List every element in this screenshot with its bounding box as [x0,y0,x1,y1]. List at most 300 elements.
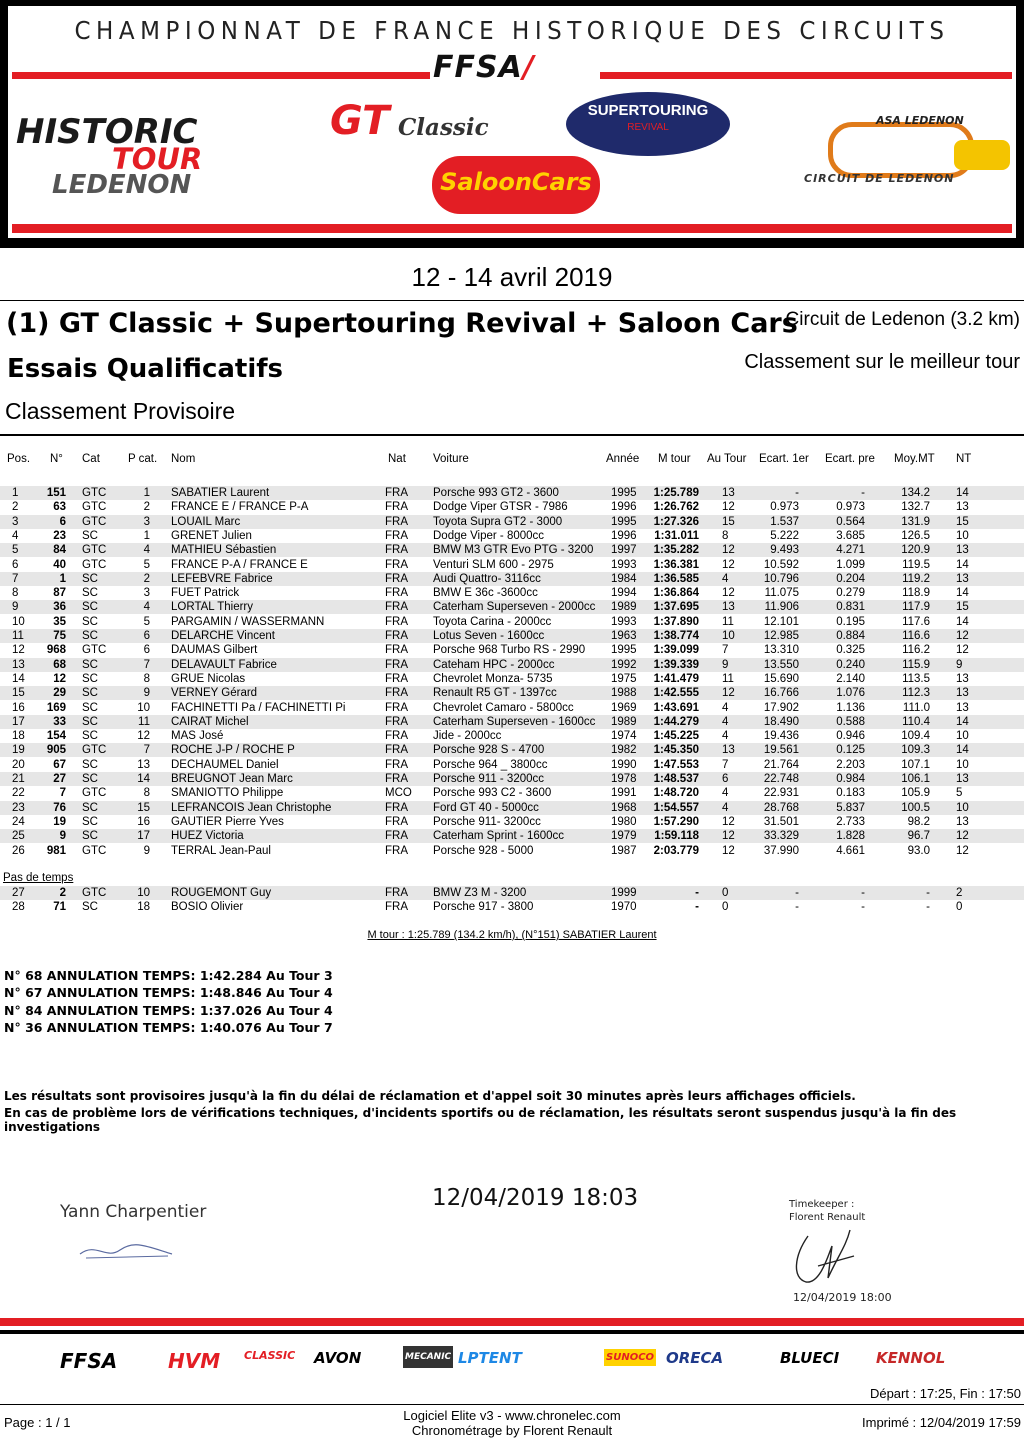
saloon-cars-logo: SaloonCars [432,156,600,214]
cell-car: Chevrolet Camaro - 5800cc [433,701,574,714]
table-row [0,543,1024,557]
red-stripe-right [600,72,1012,79]
cell-car: Cateham HPC - 2000cc [433,658,555,671]
championship-title: CHAMPIONNAT DE FRANCE HISTORIQUE DES CIRCUITS [74,16,950,45]
cell-year: 1982 [611,744,637,757]
cell-lap-number: 13 [722,487,735,499]
table-row [0,572,1024,586]
printed-timestamp: Imprimé : 12/04/2019 17:59 [862,1415,1021,1430]
cell-driver-name: FUET Patrick [171,587,240,600]
cell-pos: 27 [12,887,25,899]
cell-best-lap: 1:42.555 [653,687,699,700]
cell-number: 33 [53,715,66,728]
cell-number: 75 [53,630,66,642]
table-row [0,743,1024,757]
cell-nationality: FRA [385,615,408,628]
publication-timestamp: 12/04/2019 18:03 [432,1185,639,1211]
cell-nationality: FRA [385,630,408,642]
cell-driver-name: LEFRANCOIS Jean Christophe [171,801,332,814]
cell-category-pos: 6 [143,630,150,642]
cell-lap-count: 5 [956,787,963,800]
cell-number: 9 [59,830,66,843]
cell-lap-count: 13 [956,773,969,785]
cell-category: SC [82,730,98,743]
cell-car: Caterham Superseven - 1600cc [433,715,596,728]
sponsor-logo: MECANIC [403,1346,453,1368]
table-row [0,729,1024,743]
cell-gap-previous: 1.828 [836,830,865,843]
cell-pos: 17 [12,715,25,728]
cell-pos: 21 [12,773,25,785]
cell-number: 27 [53,773,66,785]
cell-best-lap: 1:48.537 [653,773,699,785]
cell-driver-name: VERNEY Gérard [171,687,258,700]
cell-car: Toyota Carina - 2000cc [433,615,552,628]
cell-driver-name: MAS José [171,730,224,743]
race-title: (1) GT Classic + Supertouring Revival + Saloon Cars [6,308,798,339]
cell-avg-speed: 98.2 [907,815,930,828]
cell-category-pos: 9 [143,687,150,700]
table-row [0,900,1024,914]
cell-lap-number: 12 [722,501,735,514]
cell-gap-previous: 2.733 [836,815,865,828]
table-row [0,658,1024,672]
cell-category: GTC [82,487,107,499]
cell-lap-count: 13 [956,572,969,585]
cell-best-lap: 1:47.553 [653,758,699,771]
cell-category: GTC [82,515,107,528]
cell-gap-first: 1.537 [770,515,799,528]
cell-gap-first: - [795,487,799,499]
cell-gap-previous: 0.240 [836,658,865,671]
cell-category: GTC [82,844,107,857]
cell-gap-previous: 2.203 [836,758,865,771]
cell-number: 35 [53,615,66,628]
cell-nationality: FRA [385,544,408,557]
cell-avg-speed: 107.1 [901,758,930,771]
cell-number: 40 [53,558,66,571]
cell-pos: 15 [12,687,25,700]
cell-lap-count: 13 [956,815,969,828]
cell-avg-speed: 115.9 [902,658,930,671]
cell-gap-previous: 0.325 [836,644,865,657]
cell-lap-count: 13 [956,544,969,557]
cell-category: SC [82,601,98,614]
cell-gap-first: 22.931 [763,787,799,800]
cell-number: 154 [46,730,66,743]
cell-pos: 2 [12,501,19,514]
cell-car: Porsche 928 S - 4700 [433,744,545,757]
footer-black-stripe [0,1330,1024,1334]
timekeeper-date: 12/04/2019 18:00 [793,1291,892,1304]
cell-best-lap: 1:48.720 [653,787,699,800]
cell-number: 63 [53,501,66,514]
cell-year: 1975 [611,672,637,685]
cell-best-lap: 1:27.326 [653,515,699,528]
cell-nationality: FRA [385,515,408,528]
timekeeper-signature [788,1226,858,1288]
table-row [0,715,1024,729]
cell-avg-speed: 119.5 [902,558,930,571]
cell-avg-speed: 112.3 [902,687,930,700]
cell-gap-previous: 5.837 [836,801,865,814]
cell-number: 169 [46,701,66,714]
cell-lap-number: 4 [722,801,729,814]
suspension-notice: En cas de problème lors de vérifications techniques, d'incidents sportifs ou de réclamation, les résultats seront suspendus jusqu'à la fin des investigations [4,1106,957,1134]
cell-car: BMW E 36c -3600cc [433,587,538,600]
cell-driver-name: FACHINETTI Pa / FACHINETTI Pi [171,701,346,714]
cell-gap-previous: 0.946 [836,730,865,743]
cell-year: 1988 [611,687,637,700]
cell-number: 7 [59,787,66,800]
cell-number: 19 [53,815,66,828]
cell-driver-name: SABATIER Laurent [171,487,270,499]
table-row [0,500,1024,514]
cell-driver-name: MATHIEU Sébastien [171,544,277,557]
session-title: Essais Qualificatifs [7,354,284,384]
cell-avg-speed: 126.5 [901,529,930,542]
cell-year: 1997 [611,544,637,557]
cell-lap-count: 14 [956,744,969,757]
cell-driver-name: ROCHE J-P / ROCHE P [171,744,295,757]
cell-category: GTC [82,887,107,899]
cell-lap-number: 4 [722,730,729,743]
cell-category-pos: 5 [143,615,150,628]
cell-gap-first: 13.550 [763,658,799,671]
cell-car: Jide - 2000cc [433,730,502,743]
timing-credit: Chronométrage by Florent Renault [411,1423,613,1438]
cell-nationality: FRA [385,558,408,571]
cell-category-pos: 16 [137,815,150,828]
cell-category-pos: 11 [138,715,150,728]
cell-pos: 1 [12,487,19,499]
cell-lap-count: 14 [956,558,969,571]
cell-category: SC [82,529,98,542]
cell-category-pos: 13 [137,758,150,771]
cell-lap-number: 12 [722,544,735,557]
cell-lap-number: 12 [722,587,735,600]
banner-panel: CHAMPIONNAT DE FRANCE HISTORIQUE DES CIRCUITS FFSA/ HISTORIC TOUR LEDENON GT Classic SUPERTOURING REVIVAL SaloonCars ASA LEDENON CIRCUIT DE LEDENON [8,6,1016,238]
cell-year: 1984 [611,572,637,585]
cell-category-pos: 7 [143,744,150,757]
cell-lap-count: 13 [956,687,969,700]
cell-pos: 10 [12,615,25,628]
cell-gap-first: 10.592 [763,558,799,571]
cell-lap-number: 4 [722,572,729,585]
cell-nationality: FRA [385,658,408,671]
cell-year: 1963 [611,630,637,642]
table-row [0,515,1024,529]
sponsor-logo: FFSA [60,1349,118,1373]
cell-gap-first: - [795,887,799,899]
cell-gap-first: 0.973 [770,501,799,514]
best-lap-summary: M tour : 1:25.789 (134.2 km/h), (N°151) SABATIER Laurent [367,929,657,941]
col-nt: NT [956,453,972,465]
cell-lap-number: 4 [722,715,729,728]
cell-gap-previous: - [861,487,865,499]
cell-nationality: FRA [385,730,408,743]
cell-nationality: FRA [385,701,408,714]
cell-best-lap: 1:26.762 [653,501,699,514]
cell-gap-previous: 0.195 [836,615,865,628]
cell-category: SC [82,658,98,671]
footer-divider [0,1404,1024,1405]
official-name: Yann Charpentier [60,1202,207,1222]
cell-pos: 12 [12,644,25,657]
cell-pos: 20 [12,758,25,771]
cell-car: Chevrolet Monza- 5735 [433,672,553,685]
cell-gap-previous: 0.984 [836,773,865,785]
sponsor-logo: KENNOL [876,1349,946,1367]
footer-red-stripe [0,1318,1024,1326]
cell-category-pos: 7 [143,658,150,671]
cell-gap-previous: 1.136 [836,701,865,714]
cell-gap-first: 16.766 [763,687,799,700]
cell-avg-speed: 109.4 [901,730,930,743]
cell-year: 1989 [611,715,637,728]
cell-pos: 23 [12,801,25,814]
cell-avg-speed: 117.9 [902,601,930,614]
cell-pos: 13 [12,658,25,671]
cell-driver-name: DELARCHE Vincent [171,630,275,642]
cell-car: Porsche 917 - 3800 [433,901,534,914]
cell-lap-count: 12 [956,844,969,857]
cell-number: 71 [53,901,66,914]
cell-lap-number: 12 [722,844,735,857]
cell-car: Dodge Viper - 8000cc [433,529,545,542]
col-gapprev: Ecart. pre [825,453,875,465]
cell-number: 968 [46,644,66,657]
cell-category: SC [82,715,98,728]
cell-pos: 22 [12,787,25,800]
table-row [0,772,1024,786]
cell-category-pos: 12 [137,730,150,743]
cell-category: SC [82,615,98,628]
cell-lap-count: 15 [956,515,969,528]
cell-category-pos: 4 [143,601,150,614]
cell-lap-number: 7 [722,758,729,771]
cell-lap-count: 10 [956,730,969,743]
cell-category: SC [82,630,98,642]
cell-number: 1 [59,572,66,585]
cell-car: Audi Quattro- 3116cc [433,572,541,585]
cell-gap-first: 17.902 [763,701,799,714]
header-banner [0,0,1024,248]
col-pos: Pos. [7,453,31,465]
cell-lap-count: 12 [956,630,969,642]
cell-pos: 26 [12,844,25,857]
cell-best-lap: 1:39.099 [653,644,699,657]
cell-avg-speed: 109.3 [901,744,930,757]
cell-best-lap: 1:54.557 [653,801,699,814]
cell-gap-previous: 2.140 [836,672,865,685]
cell-gap-previous: 0.183 [836,787,865,800]
cell-lap-count: 14 [956,587,969,600]
cell-category-pos: 1 [143,529,150,542]
cell-category-pos: 6 [143,644,150,657]
cell-avg-speed: 96.7 [907,830,930,843]
cell-nationality: FRA [385,572,408,585]
cell-category: SC [82,701,98,714]
cell-gap-previous: 0.564 [836,515,865,528]
cell-category: GTC [82,787,107,800]
cell-category-pos: 10 [137,701,150,714]
cell-car: Caterham Superseven - 2000cc [433,601,596,614]
cell-car: Porsche 993 C2 - 3600 [433,787,552,800]
cell-driver-name: DAUMAS Gilbert [171,644,258,657]
cell-lap-count: 10 [956,758,969,771]
cell-car: Renault R5 GT - 1397cc [433,687,557,700]
cell-lap-count: 0 [956,901,963,914]
cell-nationality: FRA [385,715,408,728]
cell-avg-speed: 118.9 [902,587,930,600]
cell-lap-number: 12 [722,558,735,571]
table-row [0,815,1024,829]
cell-lap-count: 13 [956,672,969,685]
cell-best-lap: 1:36.585 [653,572,699,585]
cell-year: 1974 [611,730,637,743]
cell-gap-first: 12.101 [763,615,799,628]
cell-avg-speed: 116.6 [902,630,930,642]
sponsor-logo: AVON [314,1349,362,1367]
cell-gap-first: 9.493 [770,544,799,557]
cell-category: SC [82,587,98,600]
cell-gap-first: 28.768 [763,801,799,814]
cell-year: 1999 [611,887,637,899]
cell-year: 1996 [611,529,637,542]
page-number: Page : 1 / 1 [4,1415,71,1430]
cell-category-pos: 3 [143,587,150,600]
table-row [0,486,1024,500]
cell-pos: 7 [12,572,19,585]
cell-nationality: FRA [385,687,408,700]
cell-car: Lotus Seven - 1600cc [433,630,545,642]
cell-pos: 9 [12,601,19,614]
col-laps: Au Tour [707,453,747,465]
divider [0,434,1024,436]
cell-car: Venturi SLM 600 - 2975 [433,558,554,571]
cell-avg-speed: - [926,901,930,914]
cell-category-pos: 10 [137,887,150,899]
cell-number: 67 [53,758,66,771]
table-row [0,886,1024,900]
cell-nationality: FRA [385,801,408,814]
cell-lap-number: 0 [722,887,729,899]
cell-driver-name: PARGAMIN / WASSERMANN [171,615,325,628]
cell-avg-speed: 117.6 [902,615,930,628]
cell-category: SC [82,830,98,843]
cell-nationality: FRA [385,501,408,514]
cell-car: Toyota Supra GT2 - 3000 [433,515,563,528]
annulation-line: N° 36 ANNULATION TEMPS: 1:40.076 Au Tour 7 [4,1020,333,1035]
cell-category-pos: 1 [143,487,150,499]
ffsa-logo: FFSA/ [433,50,535,85]
cell-gap-first: 13.310 [763,644,799,657]
col-avg: Moy.MT [894,453,935,465]
cell-number: 6 [59,515,66,528]
red-stripe-bottom [12,224,1012,233]
cell-year: 1994 [611,587,637,600]
cell-gap-first: 37.990 [763,844,799,857]
sponsor-logo: HVM [168,1349,221,1373]
supertouring-logo: SUPERTOURING REVIVAL [566,92,730,156]
cell-driver-name: LORTAL Thierry [171,601,254,614]
cell-lap-number: 8 [722,529,729,542]
cell-avg-speed: 113.5 [902,672,930,685]
cell-nationality: FRA [385,644,408,657]
cell-avg-speed: 132.7 [901,501,930,514]
cell-category-pos: 18 [137,901,150,914]
cell-nationality: MCO [385,787,412,800]
cell-lap-count: 12 [956,644,969,657]
cell-category-pos: 2 [143,572,150,585]
cell-nationality: FRA [385,844,408,857]
cell-number: 2 [59,887,66,899]
table-row [0,801,1024,815]
session-start-end: Départ : 17:25, Fin : 17:50 [869,1386,1021,1401]
cell-nationality: FRA [385,672,408,685]
cell-number: 29 [53,687,66,700]
cell-pos: 18 [12,730,25,743]
cell-best-lap: 1:37.890 [653,615,699,628]
cell-number: 76 [53,801,66,814]
cell-lap-count: 15 [956,601,969,614]
cell-lap-count: 10 [956,529,969,542]
cell-gap-first: - [795,901,799,914]
cell-gap-previous: 4.271 [836,544,865,557]
cell-avg-speed: 105.9 [901,787,930,800]
cell-category-pos: 14 [137,773,150,785]
table-row [0,786,1024,800]
cell-gap-first: 15.690 [763,672,799,685]
cell-category-pos: 9 [143,844,150,857]
cell-best-lap: 1:45.225 [653,730,699,743]
cell-gap-previous: 0.973 [836,501,865,514]
cell-number: 905 [46,744,66,757]
cell-best-lap: - [695,887,699,899]
timekeeper-block [789,1198,865,1224]
cell-gap-first: 10.796 [763,572,799,585]
cell-year: 1987 [611,844,637,857]
cell-best-lap: 1:35.282 [653,544,699,557]
cell-pos: 24 [12,815,25,828]
cell-nationality: FRA [385,901,408,914]
cell-number: 84 [53,544,66,557]
cell-lap-number: 4 [722,701,729,714]
annulation-line: N° 67 ANNULATION TEMPS: 1:48.846 Au Tour 4 [4,985,333,1000]
cell-avg-speed: 111.0 [902,701,930,714]
cell-lap-count: 13 [956,501,969,514]
cell-number: 151 [46,487,66,499]
cell-nationality: FRA [385,601,408,614]
cell-car: BMW Z3 M - 3200 [433,887,527,899]
cell-category-pos: 15 [137,801,150,814]
table-row [0,758,1024,772]
table-row [0,701,1024,715]
cell-lap-number: 12 [722,815,735,828]
table-row [0,558,1024,572]
sponsor-logo: SUNOCO [604,1349,656,1366]
event-date: 12 - 14 avril 2019 [411,262,613,292]
table-row [0,615,1024,629]
cell-nationality: FRA [385,744,408,757]
cell-year: 1978 [611,773,637,785]
cell-year: 1968 [611,801,637,814]
cell-driver-name: FRANCE P-A / FRANCE E [171,558,308,571]
annulation-line: N° 68 ANNULATION TEMPS: 1:42.284 Au Tour 3 [4,968,333,983]
cell-pos: 11 [12,630,24,642]
cell-year: 1993 [611,615,637,628]
